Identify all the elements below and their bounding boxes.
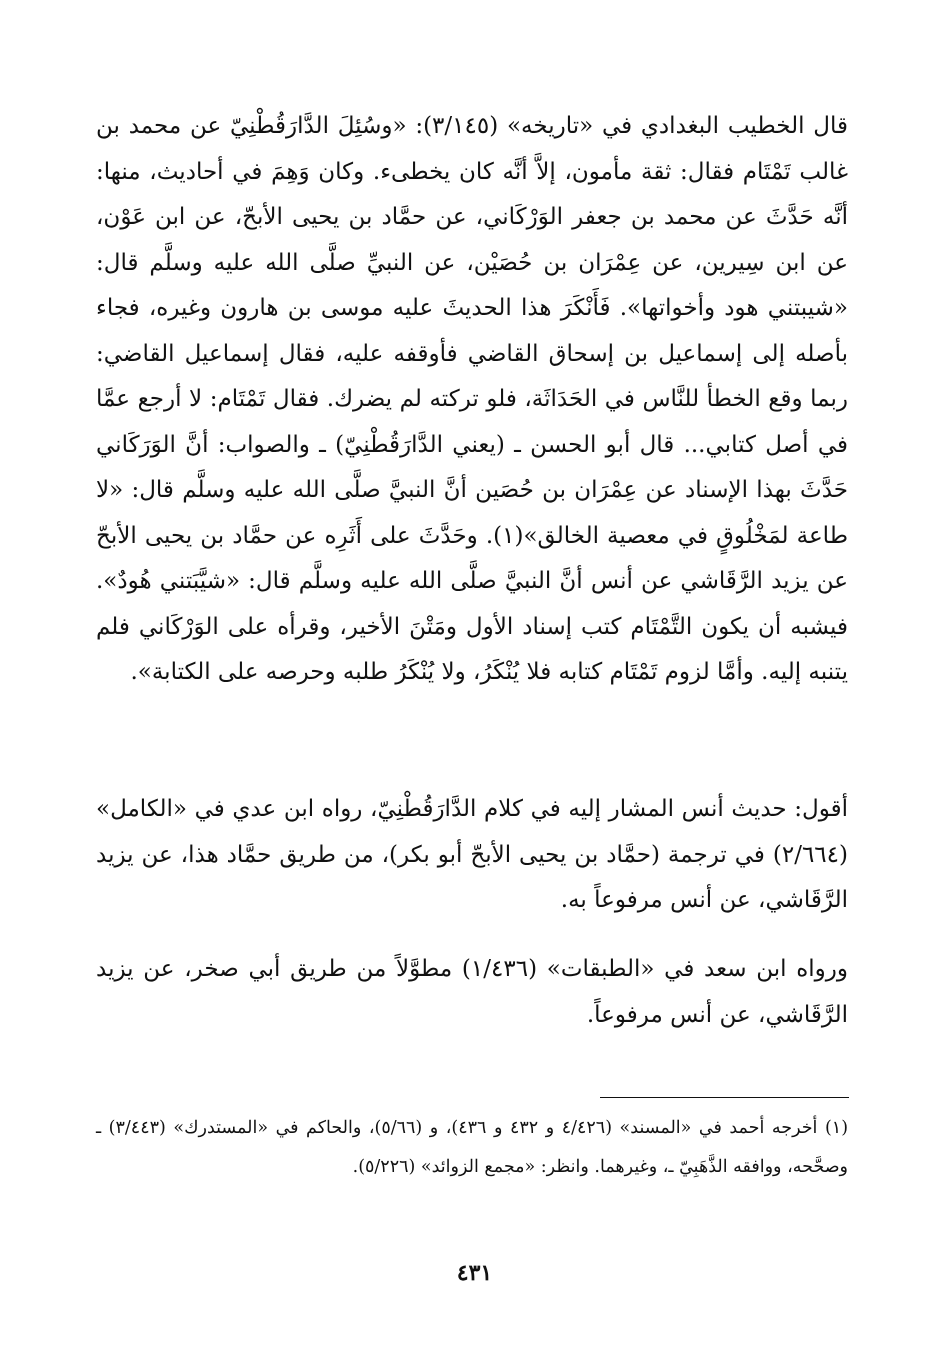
footnote [96, 1109, 848, 1186]
paragraph-text: قال الخطيب البغدادي في «تاريخه» (٣/١٤٥): «وسُئِلَ الدَّارَقُطْنِيّ عن محمد بن غالب تَمْتَام فقال: ثقة مأمون، إلاَّ أنَّه كان يخطىء. وكان وَهِمَ في أحاديث، منها: أنَّه حَدَّثَ عن محمد بن جعفر الوَرْكَاني، عن حمَّاد بن يحيى الأبحّ، عن ابن عَوْن، عن ابن سِيرين، عن عِمْرَان بن حُصَيْن، عن النبيِّ صلَّى الله عليه وسلَّم قال: «شيبتني هود وأخواتها». فَأَنْكَرَ هذا الحديثَ عليه موسى بن هارون وغيره، فجاء بأصله إلى إسماعيل بن إسحاق القاضي فأوقفه عليه، فقال إسماعيل القاضي: ربما وقع الخطأ للنَّاس في الحَدَاثَة، فلو تركته لم يضرك. فقال تَمْتَام: لا أرجع عمَّا في أصل كتابي... قال أبو الحسن ـ (يعني الدَّارَقُطْنِيّ) ـ والصواب: أنَّ الوَرَكَاني حَدَّثَ بهذا الإسناد عن عِمْرَان بن حُصَين أنَّ النبيَّ صلَّى الله عليه وسلَّم قال: «لا طاعة لمَخْلُوقٍ في معصية الخالق»(١). وحَدَّثَ على أَثَرِه عن حمَّاد بن يحيى الأبحّ عن يزيد الرَّقَاشي عن أنس أنَّ النبيَّ صلَّى الله عليه وسلَّم قال: «شيَّبَتني هُودٌ». فيشبه أن يكون التَّمْتَام كتب إسناد الأول ومَتْنَ الأخير، وقرأه على الوَرْكَاني فلم يتنبه إليه. وأمَّا لزوم تَمْتَام كتابه فلا يُنْكَرُ، ولا يُنْكَرُ طلبه وحرصه على الكتابة». [96, 113, 849, 685]
page-number: ٤٣١ [456, 1260, 493, 1286]
body-paragraph [96, 104, 848, 696]
body-paragraph [96, 947, 848, 1038]
body-paragraph [96, 787, 848, 924]
paragraph-text: ورواه ابن سعد في «الطبقات» (١/٤٣٦) مطوَّلاً من طريق أبي صخر، عن يزيد الرَّقَاشي، عن أنس مرفوعاً. [96, 956, 848, 1028]
footnote-text: (١) أخرجه أحمد في «المسند» (٤/٤٢٦ و ٤٣٢ و ٤٣٦)، و (٥/٦٦)، والحاكم في «المستدرك» (٣/٤٤٣) ـ وصحَّحه، ووافقه الذَّهَبِيّ ـ، وغيرهما. وانظر: «مجمع الزوائد» (٥/٢٢٦). [96, 1118, 849, 1177]
paragraph-text: أقول: حديث أنس المشار إليه في كلام الدَّارَقُطْنِيّ، رواه ابن عدي في «الكامل» (٢/٦٦٤) في ترجمة (حمَّاد بن يحيى الأبحّ أبو بكر)، من طريق حمَّاد هذا، عن يزيد الرَّقَاشي، عن أنس مرفوعاً به. [96, 796, 848, 913]
footnote-divider [600, 1097, 849, 1098]
